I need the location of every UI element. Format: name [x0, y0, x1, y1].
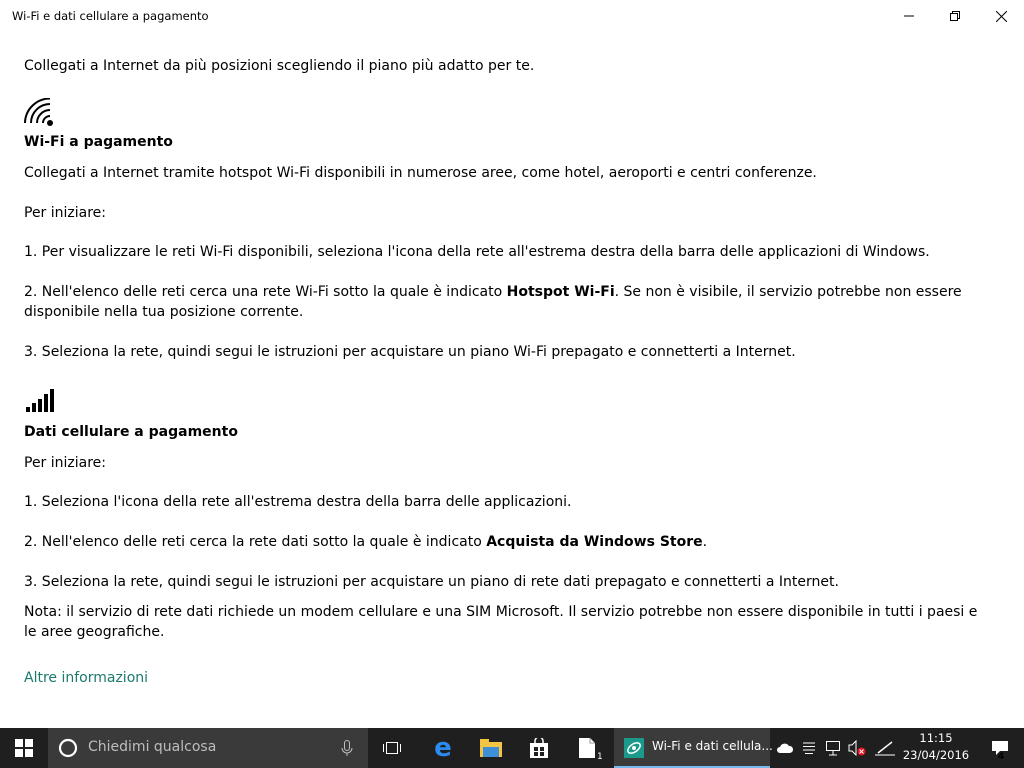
- wifi-start: Per iniziare:: [24, 205, 107, 221]
- explorer-badge: 1: [597, 752, 603, 762]
- documents-button[interactable]: [566, 728, 608, 768]
- cellular-step-3: 3. Seleziona la rete, quindi segui le istruzioni per acquistare un piano di rete dati prepagato e connetterti a Internet.: [24, 574, 839, 590]
- hotspot-wifi-label: Hotspot Wi-Fi: [506, 284, 615, 300]
- active-app-button[interactable]: [614, 728, 773, 768]
- ink-workspace-button[interactable]: [872, 728, 898, 768]
- cellular-heading: Dati cellulare a pagamento: [24, 424, 238, 440]
- restore-icon: [950, 11, 960, 21]
- microphone-icon[interactable]: [341, 740, 353, 757]
- action-center-button[interactable]: [980, 728, 1020, 768]
- onedrive-button[interactable]: [774, 728, 796, 768]
- close-button[interactable]: [978, 0, 1024, 32]
- cellular-step-2-text: 2. Nell'elenco delle reti cerca la rete dati sotto la quale è indicato: [24, 534, 487, 550]
- folder-icon: [480, 739, 502, 757]
- wifi-step-3: 3. Seleziona la rete, quindi segui le istruzioni per acquistare un piano Wi-Fi prepagato e connetterti a Internet.: [24, 344, 796, 360]
- volume-muted-icon: [848, 740, 866, 756]
- cellular-step-2: [24, 532, 707, 552]
- clock-time: 11:15: [919, 731, 953, 745]
- search-placeholder: Chiedimi qualcosa: [88, 739, 217, 755]
- more-info-link[interactable]: Altre informazioni: [24, 670, 149, 686]
- wifi-step-1: 1. Per visualizzare le reti Wi-Fi disponibili, seleziona l'icona della rete all'estrema destra della barra delle applicazioni di Windows.: [24, 244, 930, 260]
- cellular-start: Per iniziare:: [24, 455, 107, 471]
- clock-date: 23/04/2016: [902, 748, 970, 762]
- window-title: Wi-Fi e dati cellulare a pagamento: [12, 9, 209, 23]
- taskbar: [0, 728, 1024, 768]
- restore-button[interactable]: [932, 0, 978, 32]
- edge-button[interactable]: [422, 728, 464, 768]
- start-button[interactable]: [0, 728, 48, 768]
- edge-icon: e: [434, 733, 452, 763]
- clock[interactable]: [900, 730, 972, 764]
- close-icon: [996, 11, 1007, 22]
- minimize-button[interactable]: [886, 0, 932, 32]
- pen-icon: [875, 740, 895, 756]
- file-explorer-button[interactable]: [470, 728, 512, 768]
- cellular-step-1: 1. Seleziona l'icona della rete all'estrema destra della barra delle applicazioni.: [24, 494, 572, 510]
- search-box[interactable]: [48, 728, 368, 768]
- wifi-icon: [24, 98, 58, 128]
- notification-count: 4: [998, 752, 1005, 762]
- store-button[interactable]: [518, 728, 560, 768]
- windows-logo-icon: [15, 739, 33, 757]
- task-view-icon: [382, 740, 402, 756]
- wifi-app-icon: [624, 738, 644, 758]
- intro-text: Collegati a Internet da più posizioni scegliendo il piano più adatto per te.: [24, 58, 535, 74]
- volume-button[interactable]: [846, 728, 868, 768]
- cellular-note: Nota: il servizio di rete dati richiede un modem cellulare e una SIM Microsoft. Il servizio potrebbe non essere disponibile in tutti i paesi e le aree geografiche.: [24, 604, 978, 640]
- keyboard-icon: [802, 741, 816, 755]
- task-view-button[interactable]: [372, 728, 412, 768]
- active-app-label: Wi-Fi e dati cellula...: [652, 739, 773, 753]
- wifi-step-2-text: 2. Nell'elenco delle reti cerca una rete Wi-Fi sotto la quale è indicato: [24, 284, 507, 300]
- cellular-signal-icon: [24, 388, 58, 412]
- cloud-icon: [777, 743, 793, 753]
- wifi-heading: Wi-Fi a pagamento: [24, 134, 173, 150]
- title-bar: [0, 0, 1024, 32]
- wifi-description: Collegati a Internet tramite hotspot Wi-Fi disponibili in numerose aree, come hotel, aeroporti e centri conferenze.: [24, 165, 817, 181]
- keyboard-button[interactable]: [798, 728, 820, 768]
- wifi-step-2-text-end: . Se non è visibile, il servizio potrebbe non essere disponibile nella tua posizione corrente.: [24, 284, 962, 320]
- cellular-step-2-text-end: .: [702, 534, 708, 550]
- minimize-icon: [904, 11, 914, 21]
- cortana-icon: [58, 738, 78, 758]
- document-icon: [578, 737, 596, 759]
- store-icon: [529, 738, 549, 758]
- network-icon: [825, 740, 841, 756]
- network-button[interactable]: [822, 728, 844, 768]
- wifi-step-2: [24, 282, 984, 322]
- windows-store-label: Acquista da Windows Store: [486, 534, 703, 550]
